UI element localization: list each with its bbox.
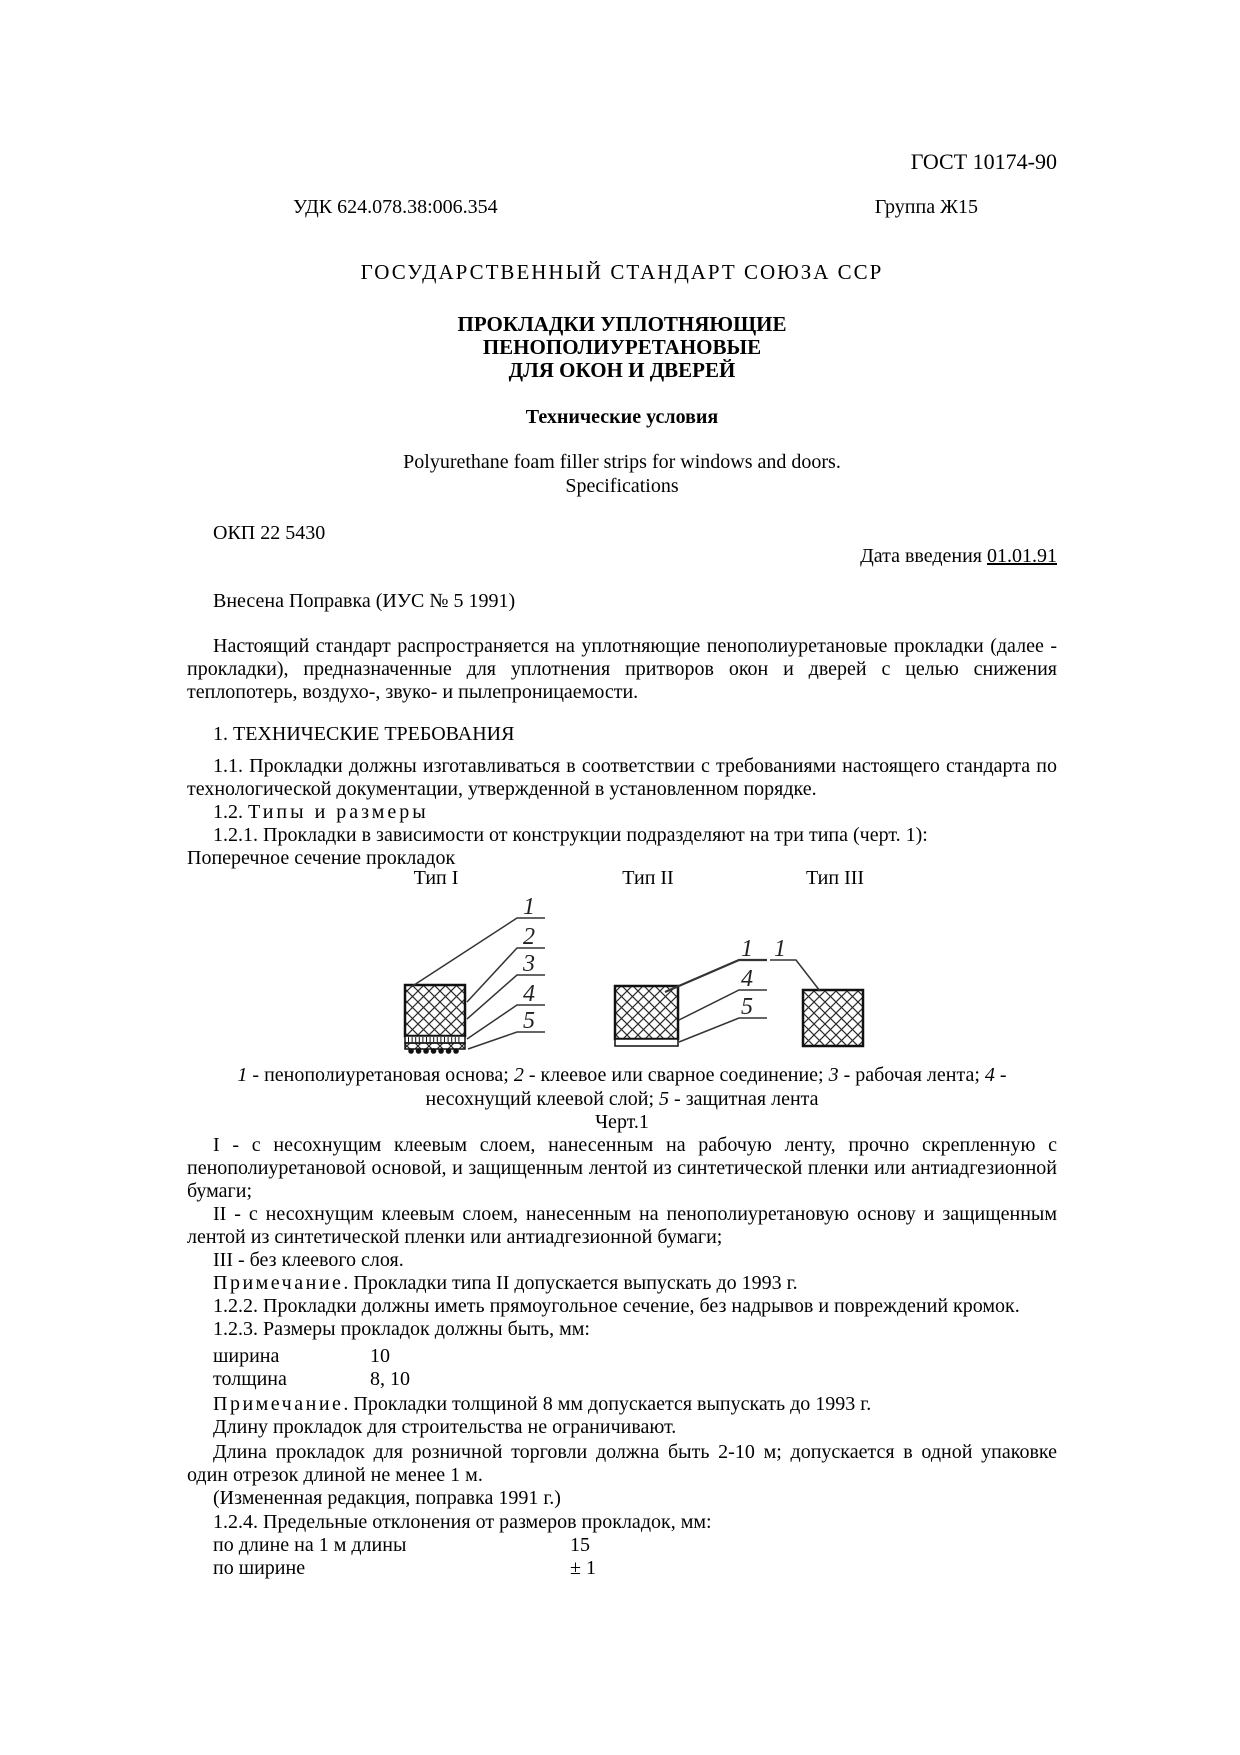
type-1-label: Тип I [413, 870, 459, 889]
dimension-value: 8, 10 [370, 1368, 410, 1390]
type-2-callout-4: 4 [741, 966, 753, 992]
type-1-adhesive-band [405, 1036, 465, 1043]
cross-section-figure [187, 870, 1057, 1055]
clause-1-1: 1.1. Прокладки должны изготавливаться в соответствии с требованиями настоящего стандарта по технологической документации, утвержденной в установленном порядке. [187, 755, 1057, 800]
figure-caption [187, 1063, 1057, 1111]
figure-number: Черт.1 [595, 1111, 649, 1133]
clause-1-2 [187, 801, 1057, 824]
tolerance-name: по длине на 1 м длины [213, 1534, 407, 1556]
type-3-leader-1 [770, 960, 820, 991]
introduction-date [187, 545, 1057, 568]
dimension-row-width [187, 1345, 1057, 1368]
dimension-value: 10 [370, 1345, 390, 1367]
type-3-foam-base [803, 990, 863, 1046]
caption-text-3: - рабочая лента; [838, 1064, 985, 1086]
type-1-working-tape [405, 1043, 465, 1049]
type-2-callout-5: 5 [741, 994, 753, 1020]
type-2-leader-4 [679, 990, 767, 1020]
caption-num-5: 5 [659, 1088, 670, 1110]
caption-text-2: - клеевое или сварное соединение; [523, 1064, 829, 1086]
clause-1-2-number: 1.2. [213, 801, 248, 823]
doc-title-line-2: ПЕНОПОЛИУРЕТАНОВЫЕ [482, 335, 762, 359]
clause-1-2-1: 1.2.1. Прокладки в зависимости от конструкции подразделяют на три типа (черт. 1): [213, 824, 928, 846]
doc-title-line-1: ПРОКЛАДКИ УПЛОТНЯЮЩИЕ [457, 312, 787, 336]
type-2-adhesive-band [615, 1039, 678, 1046]
length-retail: Длина прокладок для розничной торговли должна быть 2-10 м; допускается в одной упаковке один отрезок длиной не менее 1 м. [187, 1441, 1057, 1486]
caption-num-4: 4 [984, 1064, 995, 1086]
udk-code: УДК 624.078.38:006.354 [293, 196, 498, 218]
org-header: ГОСУДАРСТВЕННЫЙ СТАНДАРТ СОЮЗА ССР [360, 260, 884, 284]
dimension-row-thickness [187, 1368, 1057, 1391]
type-3-label: Тип III [805, 870, 865, 889]
note-2-label: Примечание [213, 1393, 344, 1415]
tolerance-name: по ширине [213, 1557, 306, 1579]
introduction-date-label: Дата введения [860, 545, 987, 567]
type-2-drawing [615, 936, 767, 1046]
dimension-name: толщина [213, 1368, 287, 1390]
type-2-foam-base [615, 986, 678, 1039]
caption-text-4: - несохнущий клеевой слой; [425, 1064, 1007, 1110]
scope-paragraph: Настоящий стандарт распространяется на уплотняющие пенополиуретановые прокладки (далее - прокладки), предназначенные для уплотнения притворов окон и дверей с целью снижения теплопотерь, воздухо-, звуко- и пылепроницаемости. [187, 635, 1057, 703]
section-1-heading: 1. ТЕХНИЧЕСКИЕ ТРЕБОВАНИЯ [213, 723, 515, 745]
note-2 [187, 1393, 1057, 1416]
note-1-text: . Прокладки типа II допускается выпускать до 1993 г. [343, 1272, 798, 1294]
cross-section-caption: Поперечное сечение прокладок [187, 847, 456, 869]
introduction-date-value: 01.01.91 [987, 545, 1057, 567]
doc-subtitle: Технические условия [525, 406, 719, 428]
type-1-callout-5: 5 [523, 1008, 535, 1034]
type-2-description: II - с несохнущим клеевым слоем, нанесенным на пенополиуретановую основу и защищенным лентой из синтетической пленки или антиадгезионной бумаги; [187, 1203, 1057, 1248]
type-1-foam-base [405, 985, 465, 1036]
type-1-callout-2: 2 [523, 924, 535, 950]
okp-code: ОКП 22 5430 [213, 522, 326, 544]
amended-edition-note: (Измененная редакция, поправка 1991 г.) [213, 1487, 561, 1509]
udk-group-row [187, 196, 1057, 219]
type-3-drawing [770, 936, 863, 1046]
doc-title-english [187, 450, 1057, 498]
note-1-label: Примечание [213, 1272, 344, 1294]
tolerance-value: ± 1 [570, 1557, 596, 1579]
dimension-name: ширина [213, 1345, 280, 1367]
type-2-label: Тип II [622, 870, 674, 889]
tolerance-row-length [187, 1534, 1057, 1557]
tolerance-value: 15 [570, 1534, 590, 1556]
type-1-callout-4: 4 [523, 981, 535, 1007]
type-1-drawing [405, 894, 545, 1051]
clause-1-2-4: 1.2.4. Предельные отклонения от размеров прокладок, мм: [213, 1511, 712, 1533]
clause-1-2-3: 1.2.3. Размеры прокладок должны быть, мм: [213, 1318, 590, 1340]
clause-1-2-title: Типы и размеры [248, 801, 429, 823]
doc-title-english-line-2: Specifications [565, 475, 679, 497]
doc-number: ГОСТ 10174-90 [910, 149, 1057, 174]
tolerance-row-width [187, 1557, 1057, 1580]
type-1-leader-5 [468, 1032, 545, 1049]
note-1 [187, 1272, 1057, 1295]
caption-num-1: 1 [237, 1064, 248, 1086]
type-3-callout-1: 1 [774, 936, 786, 962]
caption-text-5: - защитная лента [669, 1088, 819, 1110]
note-2-text: . Прокладки толщиной 8 мм допускается выпускать до 1993 г. [343, 1393, 872, 1415]
doc-title [187, 313, 1057, 382]
type-1-callout-1: 1 [523, 894, 535, 920]
caption-num-3: 3 [828, 1064, 839, 1086]
type-2-leader-5 [679, 1018, 767, 1042]
amendment-note: Внесена Поправка (ИУС № 5 1991) [213, 590, 516, 612]
type-1-callout-3: 3 [523, 951, 535, 977]
type-1-description: I - с несохнущим клеевым слоем, нанесенным на рабочую ленту, прочно скрепленную с пенополиуретановой основой, и защищенным лентой из синтетической пленки или антиадгезионной бумаги; [187, 1134, 1057, 1202]
type-3-description: III - без клеевого слоя. [213, 1249, 404, 1271]
group-code: Группа Ж15 [874, 196, 978, 218]
type-2-callout-1: 1 [741, 936, 753, 962]
length-construction: Длину прокладок для строительства не ограничивают. [213, 1416, 677, 1438]
caption-text-1: - пенополиуретановая основа; [247, 1064, 514, 1086]
clause-1-2-2: 1.2.2. Прокладки должны иметь прямоугольное сечение, без надрывов и повреждений кромок. [213, 1295, 1020, 1317]
doc-title-line-3: ДЛЯ ОКОН И ДВЕРЕЙ [508, 358, 736, 382]
doc-title-english-line-1: Polyurethane foam filler strips for windows and doors. [403, 451, 841, 473]
caption-num-2: 2 [513, 1064, 524, 1086]
